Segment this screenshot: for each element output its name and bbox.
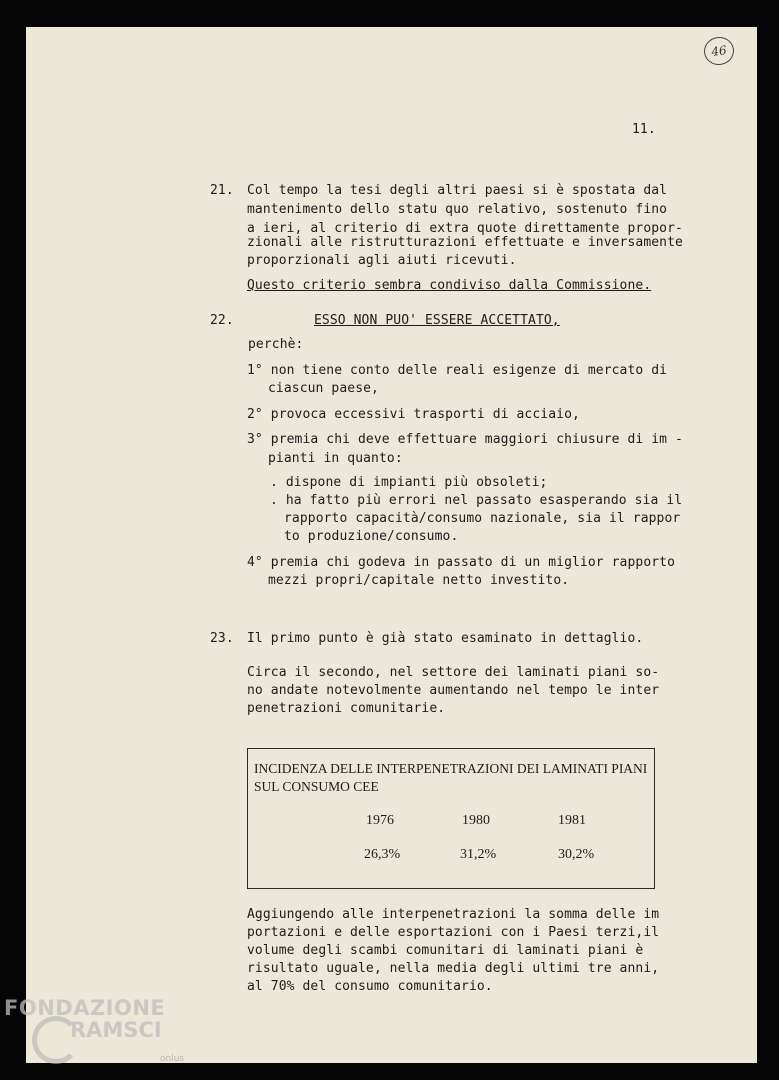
bullet-2-cont: to produzione/consumo. (284, 529, 459, 544)
closing-line: portazioni e delle esportazioni con i Paesi terzi,il (247, 925, 660, 940)
point-2: 2° provoca eccessivi trasporti di acciaio, (247, 407, 580, 422)
year-1976: 1976 (366, 813, 394, 828)
section-number-23: 23. (210, 631, 234, 646)
paragraph-line: zionali alle ristrutturazioni effettuate e inversamente (247, 235, 683, 250)
watermark-logo-text: FONDAZIONE (4, 996, 166, 1020)
underlined-statement: Questo criterio sembra condiviso dalla Commissione. (247, 278, 652, 293)
paragraph-line: a ieri, al criterio di extra quote direttamente propor- (247, 221, 683, 236)
bullet-1: . dispone di impianti più obsoleti; (270, 475, 548, 490)
document-page (26, 27, 757, 1063)
table-title-line: INCIDENZA DELLE INTERPENETRAZIONI DEI LAMINATI PIANI (254, 761, 648, 776)
value-1980: 31,2% (460, 847, 497, 862)
statistics-table (247, 748, 655, 889)
point-4: 4° premia chi godeva in passato di un miglior rapporto (247, 555, 676, 570)
page-number: 11. (632, 122, 656, 137)
paragraph-line: proporzionali agli aiuti ricevuti. (247, 253, 517, 268)
watermark-subtext: onlus (160, 1054, 185, 1064)
table-title-line: SUL CONSUMO CEE (254, 779, 379, 794)
paragraph-line: no andate notevolmente aumentando nel tempo le inter (247, 683, 660, 698)
closing-line: al 70% del consumo comunitario. (247, 979, 493, 994)
closing-line: volume degli scambi comunitari di laminati piani è (247, 943, 644, 958)
intro-text: perchè: (248, 337, 304, 352)
section-number-22: 22. (210, 313, 234, 328)
watermark-logo-text: RAMSCI (70, 1018, 162, 1042)
closing-line: risultato uguale, nella media degli ultimi tre anni, (247, 961, 660, 976)
paragraph-line: Col tempo la tesi degli altri paesi si è spostata dal (247, 183, 668, 198)
archive-page-stamp: 46 (702, 35, 736, 67)
point-1-cont: ciascun paese, (268, 381, 379, 396)
paragraph-line: Circa il secondo, nel settore dei laminati piani so- (247, 665, 660, 680)
closing-line: Aggiungendo alle interpenetrazioni la somma delle im (247, 907, 660, 922)
point-1: 1° non tiene conto delle reali esigenze di mercato di (247, 363, 668, 378)
value-1981: 30,2% (558, 847, 595, 862)
paragraph-line: Il primo punto è già stato esaminato in dettaglio. (247, 631, 644, 646)
section-heading: ESSO NON PUO' ESSERE ACCETTATO, (314, 313, 560, 328)
bullet-2-cont: rapporto capacità/consumo nazionale, sia il rappor (284, 511, 681, 526)
year-1980: 1980 (462, 813, 490, 828)
bullet-2: . ha fatto più errori nel passato esasperando sia il (270, 493, 683, 508)
point-4-cont: mezzi propri/capitale netto investito. (268, 573, 570, 588)
point-3: 3° premia chi deve effettuare maggiori chiusure di im - (247, 432, 683, 447)
section-number-21: 21. (210, 183, 234, 198)
point-3-cont: pianti in quanto: (268, 451, 403, 466)
value-1976: 26,3% (364, 847, 401, 862)
paragraph-line: penetrazioni comunitarie. (247, 701, 446, 716)
year-1981: 1981 (558, 813, 586, 828)
paragraph-line: mantenimento dello statu quo relativo, sostenuto fino (247, 202, 668, 217)
